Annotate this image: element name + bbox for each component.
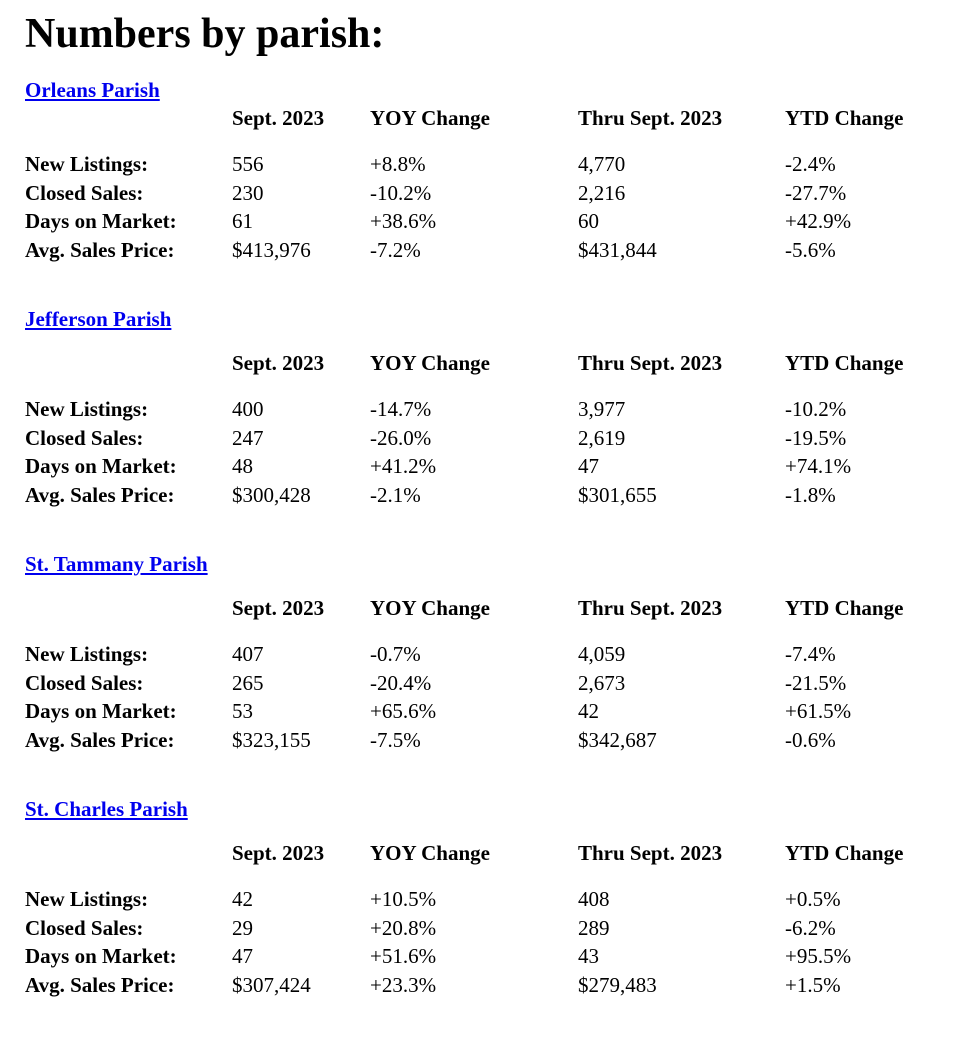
value-cell: 61: [232, 209, 253, 233]
value-cell: 407: [232, 642, 264, 666]
row-label: Days on Market:: [25, 454, 177, 478]
value-cell: 48: [232, 454, 253, 478]
value-cell: -2.1%: [370, 482, 421, 507]
value-cell: 60: [578, 209, 599, 233]
table-row: [25, 481, 948, 510]
row-label: Avg. Sales Price:: [25, 482, 175, 507]
value-cell: $323,155: [232, 727, 311, 752]
header-spacer: [25, 596, 232, 620]
table-row: [25, 236, 948, 265]
row-label: Avg. Sales Price:: [25, 237, 175, 262]
value-cell: -21.5%: [785, 670, 847, 695]
row-label: Closed Sales:: [25, 915, 144, 940]
column-header-ytd: YTD Change: [785, 841, 904, 865]
value-cell: 289: [578, 915, 610, 940]
table-row: [25, 150, 948, 179]
table-row: [25, 640, 948, 669]
column-header-ytd: YTD Change: [785, 596, 904, 620]
header-spacer: [25, 351, 232, 375]
row-label: Days on Market:: [25, 944, 177, 968]
value-cell: 400: [232, 397, 264, 421]
value-cell: 2,619: [578, 425, 626, 450]
column-header-sept: Sept. 2023: [232, 106, 325, 130]
value-cell: -14.7%: [370, 397, 432, 421]
parish-link-jefferson[interactable]: Jefferson Parish: [25, 307, 172, 331]
table-row: [25, 179, 948, 208]
value-cell: +65.6%: [370, 699, 437, 723]
value-cell: +74.1%: [785, 454, 852, 478]
value-cell: +20.8%: [370, 915, 437, 940]
value-cell: -5.6%: [785, 237, 836, 262]
value-cell: $307,424: [232, 972, 311, 997]
column-header-yoy: YOY Change: [370, 596, 490, 620]
value-cell: +8.8%: [370, 152, 426, 176]
parish-section-orleans: [25, 78, 948, 264]
row-label: Avg. Sales Price:: [25, 972, 175, 997]
value-cell: 43: [578, 944, 599, 968]
column-header-yoy: YOY Change: [370, 351, 490, 375]
value-cell: +0.5%: [785, 887, 841, 911]
value-cell: -7.2%: [370, 237, 421, 262]
value-cell: +95.5%: [785, 944, 852, 968]
row-label: Avg. Sales Price:: [25, 727, 175, 752]
value-cell: 29: [232, 915, 253, 940]
header-spacer: [25, 106, 232, 130]
row-label: Closed Sales:: [25, 670, 144, 695]
value-cell: $342,687: [578, 727, 657, 752]
value-cell: 265: [232, 670, 264, 695]
value-cell: -0.6%: [785, 727, 836, 752]
row-label: New Listings:: [25, 887, 149, 911]
parish-section-st-tammany: [25, 552, 948, 754]
value-cell: 247: [232, 425, 264, 450]
value-cell: -2.4%: [785, 152, 836, 176]
value-cell: -6.2%: [785, 915, 836, 940]
column-header-sept: Sept. 2023: [232, 596, 325, 620]
row-label: New Listings:: [25, 397, 149, 421]
value-cell: -7.5%: [370, 727, 421, 752]
page-title: Numbers by parish:: [25, 11, 385, 57]
table-row: [25, 207, 948, 236]
value-cell: +41.2%: [370, 454, 437, 478]
value-cell: 2,216: [578, 180, 626, 205]
row-label: Days on Market:: [25, 209, 177, 233]
value-cell: 42: [232, 887, 253, 911]
value-cell: 53: [232, 699, 253, 723]
value-cell: 3,977: [578, 397, 626, 421]
value-cell: 4,059: [578, 642, 626, 666]
column-header-thru: Thru Sept. 2023: [578, 841, 723, 865]
value-cell: -10.2%: [785, 397, 847, 421]
row-label: New Listings:: [25, 152, 149, 176]
column-header-row: [25, 106, 948, 130]
parish-link-st-tammany[interactable]: St. Tammany Parish: [25, 552, 208, 576]
row-label: Days on Market:: [25, 699, 177, 723]
row-label: New Listings:: [25, 642, 149, 666]
value-cell: 556: [232, 152, 264, 176]
value-cell: 230: [232, 180, 264, 205]
table-row: [25, 885, 948, 914]
parish-link-st-charles[interactable]: St. Charles Parish: [25, 797, 188, 821]
value-cell: -10.2%: [370, 180, 432, 205]
table-row: [25, 942, 948, 971]
value-cell: +23.3%: [370, 972, 437, 997]
column-header-ytd: YTD Change: [785, 106, 904, 130]
value-cell: 47: [578, 454, 599, 478]
column-header-row: [25, 841, 948, 865]
table-row: [25, 669, 948, 698]
table-row: [25, 395, 948, 424]
value-cell: +51.6%: [370, 944, 437, 968]
column-header-yoy: YOY Change: [370, 106, 490, 130]
value-cell: $301,655: [578, 482, 657, 507]
parish-section-jefferson: [25, 307, 948, 509]
value-cell: -20.4%: [370, 670, 432, 695]
value-cell: +1.5%: [785, 972, 841, 997]
value-cell: $279,483: [578, 972, 657, 997]
value-cell: +10.5%: [370, 887, 437, 911]
value-cell: +42.9%: [785, 209, 852, 233]
value-cell: $300,428: [232, 482, 311, 507]
column-header-thru: Thru Sept. 2023: [578, 596, 723, 620]
value-cell: -19.5%: [785, 425, 847, 450]
parish-section-st-charles: [25, 797, 948, 999]
column-header-row: [25, 351, 948, 375]
value-cell: 2,673: [578, 670, 626, 695]
value-cell: 47: [232, 944, 253, 968]
value-cell: -0.7%: [370, 642, 421, 666]
table-row: [25, 697, 948, 726]
column-header-thru: Thru Sept. 2023: [578, 106, 723, 130]
column-header-sept: Sept. 2023: [232, 841, 325, 865]
column-header-sept: Sept. 2023: [232, 351, 325, 375]
row-label: Closed Sales:: [25, 180, 144, 205]
value-cell: 4,770: [578, 152, 626, 176]
value-cell: +61.5%: [785, 699, 852, 723]
value-cell: $413,976: [232, 237, 311, 262]
value-cell: $431,844: [578, 237, 657, 262]
column-header-yoy: YOY Change: [370, 841, 490, 865]
value-cell: -1.8%: [785, 482, 836, 507]
column-header-row: [25, 596, 948, 620]
value-cell: 408: [578, 887, 610, 911]
value-cell: 42: [578, 699, 599, 723]
column-header-thru: Thru Sept. 2023: [578, 351, 723, 375]
table-row: [25, 971, 948, 1000]
table-row: [25, 424, 948, 453]
value-cell: -27.7%: [785, 180, 847, 205]
column-header-ytd: YTD Change: [785, 351, 904, 375]
table-row: [25, 914, 948, 943]
value-cell: -26.0%: [370, 425, 432, 450]
value-cell: -7.4%: [785, 642, 836, 666]
value-cell: +38.6%: [370, 209, 437, 233]
row-label: Closed Sales:: [25, 425, 144, 450]
parish-link-orleans[interactable]: Orleans Parish: [25, 78, 160, 102]
header-spacer: [25, 841, 232, 865]
table-row: [25, 452, 948, 481]
table-row: [25, 726, 948, 755]
